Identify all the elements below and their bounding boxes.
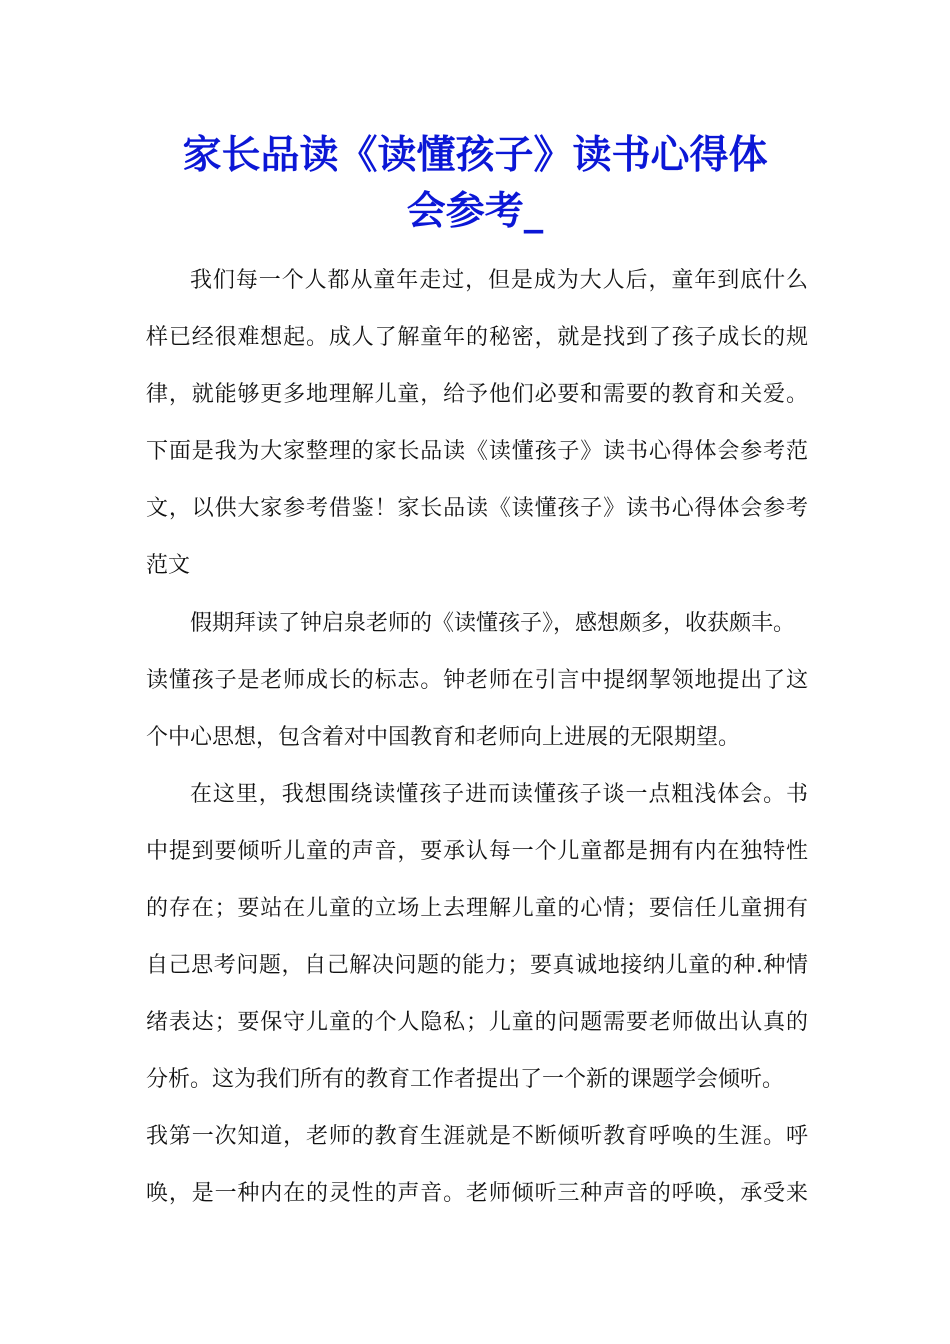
paragraph-3-line-7: 我第一次知道，老师的教育生涯就是不断倾听教育呼唤的生涯。呼 bbox=[146, 1124, 808, 1149]
document-title-line-1: 家长品读《读懂孩子》读书心得体 bbox=[182, 132, 768, 178]
paragraph-3-line-5: 绪表达；要保守儿童的个人隐私；儿童的问题需要老师做出认真的 bbox=[146, 1010, 808, 1035]
paragraph-2-line-2: 读懂孩子是老师成长的标志。钟老师在引言中提纲挈领地提出了这 bbox=[146, 668, 808, 693]
document-title-line-2: 会参考_ bbox=[406, 188, 544, 234]
paragraph-3-line-2: 中提到要倾听儿童的声音，要承认每一个儿童都是拥有内在独特性 bbox=[146, 839, 808, 864]
paragraph-3-line-6: 分析。这为我们所有的教育工作者提出了一个新的课题学会倾听。 bbox=[146, 1067, 785, 1092]
paragraph-2-line-1: 假期拜读了钟启泉老师的《读懂孩子》，感想颇多，收获颇丰。 bbox=[190, 611, 796, 636]
paragraph-3-line-1: 在这里，我想围绕读懂孩子进而读懂孩子谈一点粗浅体会。书 bbox=[190, 782, 808, 807]
paragraph-1-line-6: 范文 bbox=[146, 553, 191, 578]
paragraph-3-line-3: 的存在；要站在儿童的立场上去理解儿童的心情；要信任儿童拥有 bbox=[146, 896, 808, 921]
paragraph-1-line-1: 我们每一个人都从童年走过，但是成为大人后，童年到底什么 bbox=[190, 268, 808, 293]
paragraph-1-line-4: 下面是我为大家整理的家长品读《读懂孩子》读书心得体会参考范 bbox=[146, 439, 808, 464]
paragraph-2-line-3: 个中心思想，包含着对中国教育和老师向上进展的无限期望。 bbox=[146, 725, 741, 750]
paragraph-1-line-2: 样已经很难想起。成人了解童年的秘密，就是找到了孩子成长的规 bbox=[146, 325, 808, 350]
paragraph-3-line-8: 唤，是一种内在的灵性的声音。老师倾听三种声音的呼唤，承受来 bbox=[146, 1181, 808, 1206]
paragraph-1-line-5: 文，以供大家参考借鉴！家长品读《读懂孩子》读书心得体会参考 bbox=[146, 496, 808, 521]
paragraph-1-line-3: 律，就能够更多地理解儿童，给予他们必要和需要的教育和关爱。 bbox=[146, 382, 808, 407]
paragraph-3-line-4: 自己思考问题，自己解决问题的能力；要真诚地接纳儿童的种.种情 bbox=[146, 953, 808, 978]
